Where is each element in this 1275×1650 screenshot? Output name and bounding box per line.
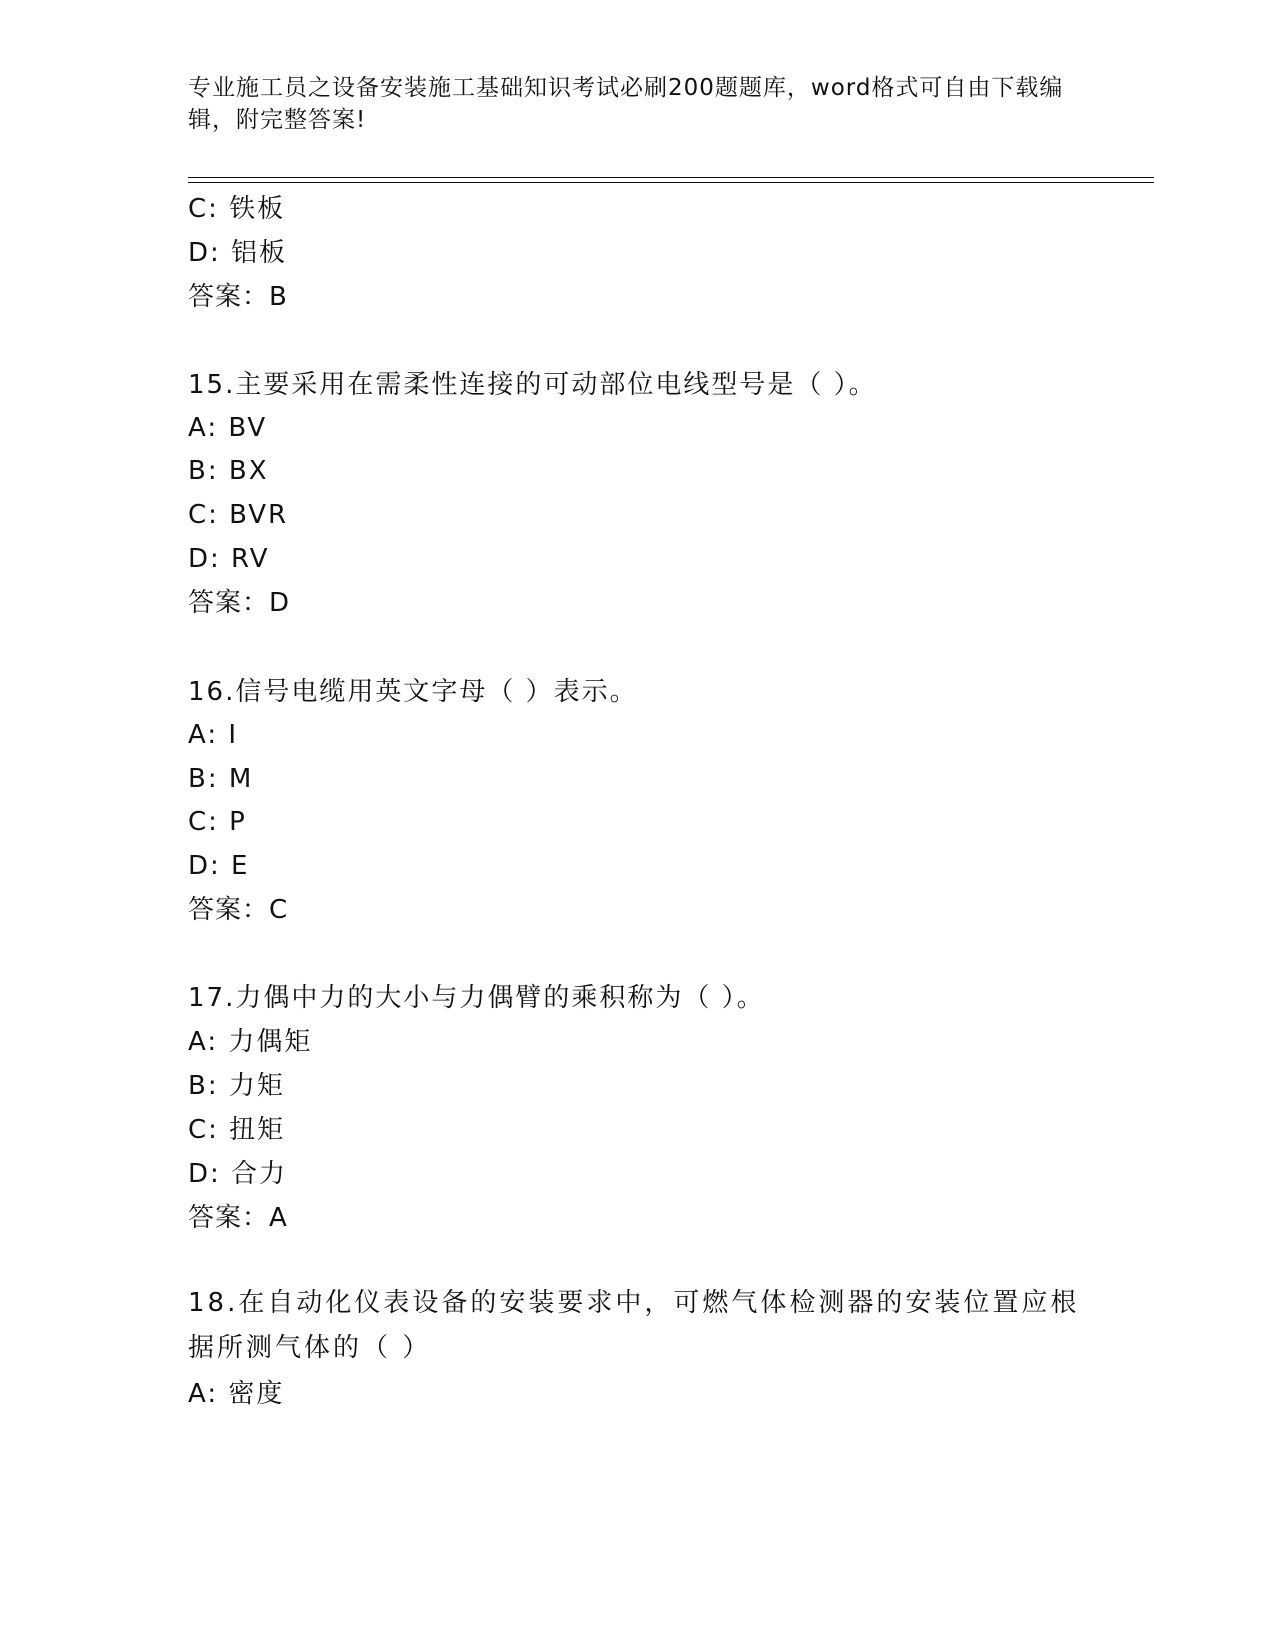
q16-option-a: A: I [188, 720, 239, 750]
q16-option-d: D: E [188, 851, 250, 881]
q15-option-b: B: BX [188, 456, 269, 486]
q17-option-b: B: 力矩 [188, 1071, 285, 1101]
q17-option-c: C: 扭矩 [188, 1115, 286, 1145]
question-15: 15.主要采用在需柔性连接的可动部位电线型号是（ ）。 [188, 370, 877, 400]
question-16: 16.信号电缆用英文字母（ ）表示。 [188, 677, 638, 707]
document-header: 专业施工员之设备安装施工基础知识考试必刷200题题库，word格式可自由下载编辑，附完整答案! [188, 75, 1064, 133]
question-18: 18.在自动化仪表设备的安装要求中，可燃气体检测器的安装位置应根据所测气体的（ ） [188, 1288, 1080, 1363]
q17-option-a: A: 力偶矩 [188, 1027, 313, 1057]
q15-answer: 答案：D [188, 588, 291, 618]
q15-option-c: C: BVR [188, 500, 289, 530]
q15-option-a: A: BV [188, 413, 268, 443]
question-17: 17.力偶中力的大小与力偶臂的乘积称为（ ）。 [188, 983, 765, 1013]
q17-option-d: D: 合力 [188, 1159, 288, 1189]
q16-option-c: C: P [188, 807, 247, 837]
answer: 答案：B [188, 282, 288, 312]
option-d: D: 铝板 [188, 238, 288, 268]
q17-answer: 答案：A [188, 1203, 288, 1233]
q16-answer: 答案：C [188, 895, 289, 925]
header-rule-top [188, 177, 1154, 178]
q18-option-a: A: 密度 [188, 1379, 285, 1409]
header-rule-bottom [188, 182, 1154, 183]
option-c: C: 铁板 [188, 194, 286, 224]
q15-option-d: D: RV [188, 544, 270, 574]
q16-option-b: B: M [188, 764, 254, 794]
